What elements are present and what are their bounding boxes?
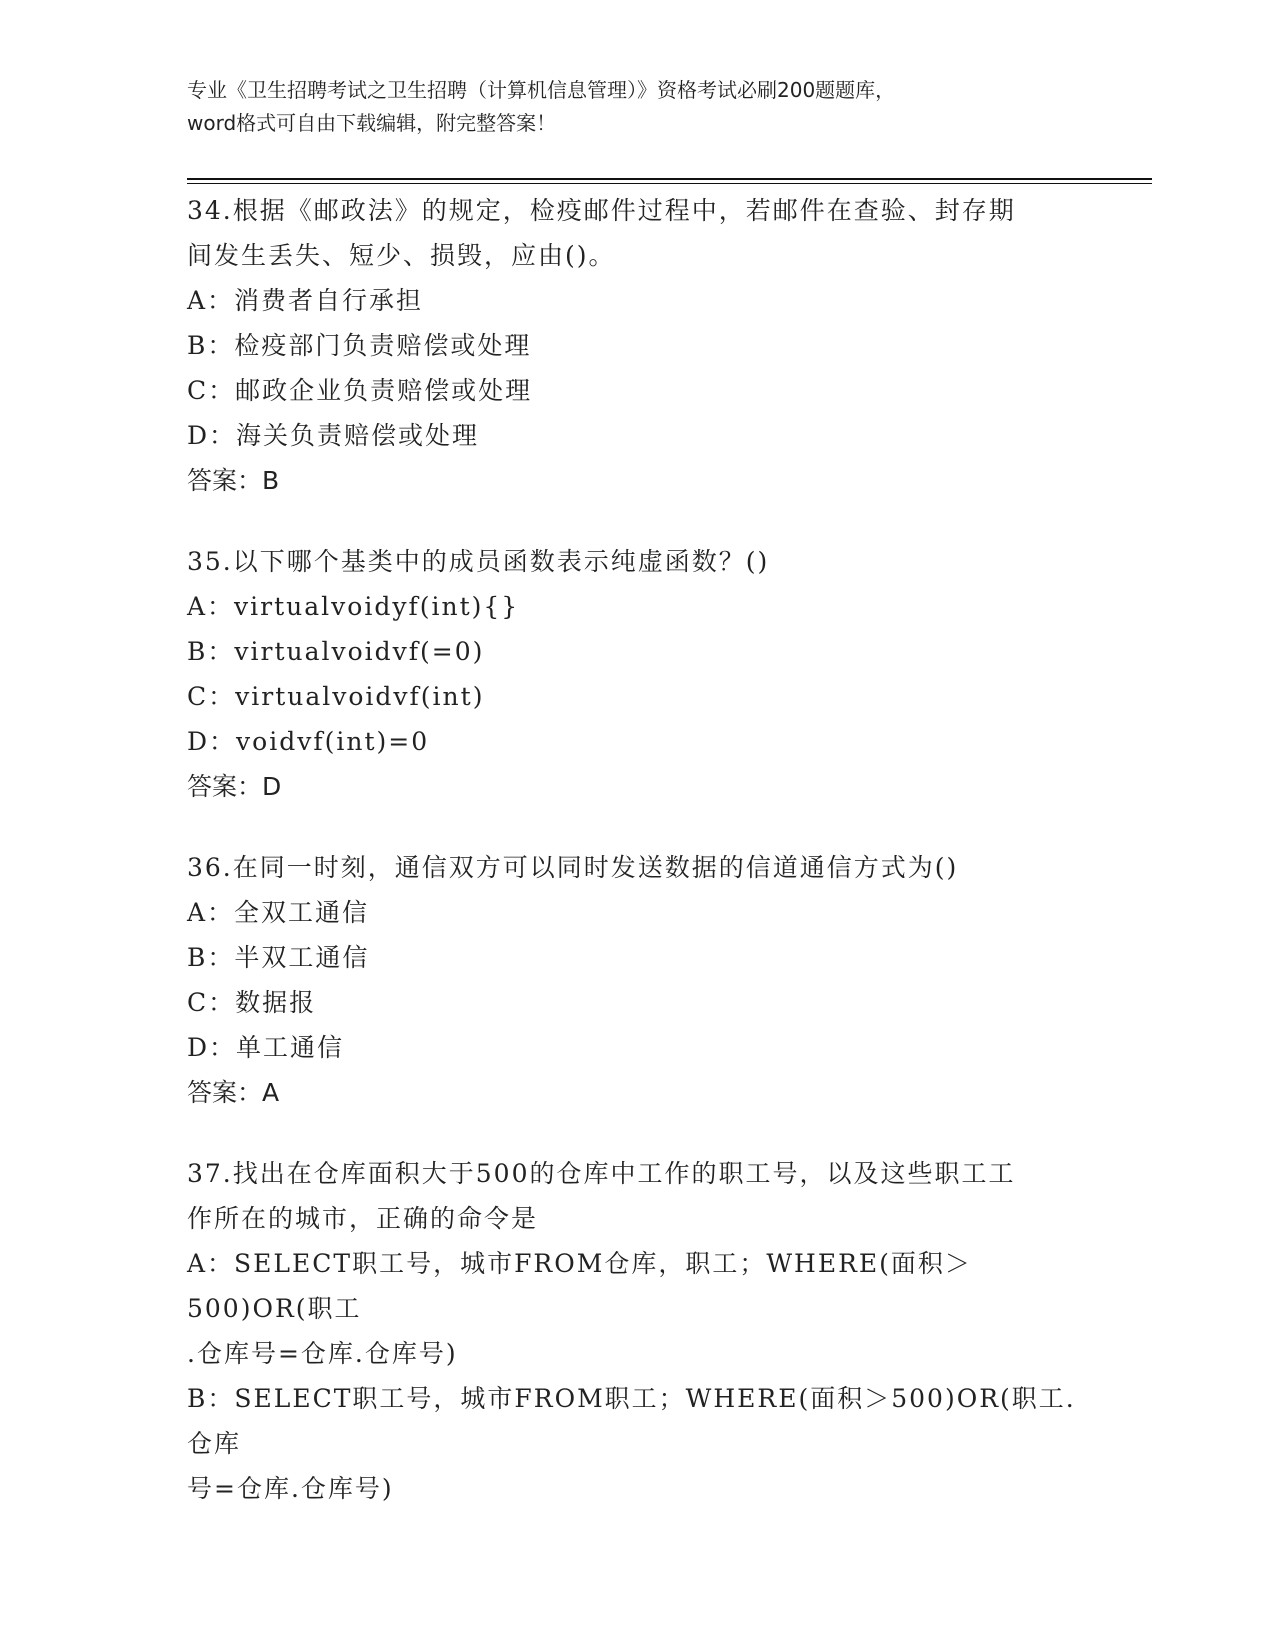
option-b: B：SELECT职工号，城市FROM职工；WHERE(面积＞500)OR(职工.仓库	[187, 1384, 1076, 1458]
option-a: A：全双工通信	[187, 898, 370, 927]
question-stem-line: 36.在同一时刻，通信双方可以同时发送数据的信道通信方式为()	[187, 853, 959, 882]
header-divider-thick	[187, 178, 1152, 180]
header-line-2: word格式可自由下载编辑，附完整答案！	[187, 111, 557, 135]
option-a: A：SELECT职工号，城市FROM仓库，职工；WHERE(面积＞500)OR(职工	[187, 1249, 972, 1323]
document-header	[187, 74, 1087, 140]
answer-line: 答案：A	[187, 1078, 280, 1107]
option-a: A：virtualvoidyf(int){}	[187, 592, 520, 621]
option-c: C：数据报	[187, 988, 317, 1017]
question-stem-line: 35.以下哪个基类中的成员函数表示纯虚函数？()	[187, 547, 770, 576]
option-a-continued: .仓库号=仓库.仓库号)	[187, 1339, 458, 1368]
option-b: B：检疫部门负责赔偿或处理	[187, 331, 532, 360]
option-a: A：消费者自行承担	[187, 286, 424, 315]
question-stem-line: 37.找出在仓库面积大于500的仓库中工作的职工号，以及这些职工工	[187, 1159, 1016, 1188]
question-36	[187, 845, 1087, 1115]
header-divider-thin	[187, 183, 1152, 184]
option-b: B：半双工通信	[187, 943, 370, 972]
answer-line: 答案：D	[187, 772, 282, 801]
question-37	[187, 1151, 1087, 1511]
option-c: C：邮政企业负责赔偿或处理	[187, 376, 533, 405]
header-line-1: 专业《卫生招聘考试之卫生招聘（计算机信息管理）》资格考试必刷200题题库，	[187, 78, 896, 102]
question-34	[187, 188, 1087, 503]
option-c: C：virtualvoidvf(int)	[187, 682, 485, 711]
option-b: B：virtualvoidvf(=0)	[187, 637, 485, 666]
option-d: D：单工通信	[187, 1033, 345, 1062]
question-stem-line: 间发生丢失、短少、损毁，应由()。	[187, 241, 616, 270]
question-35	[187, 539, 1087, 809]
option-b-continued: 号=仓库.仓库号)	[187, 1474, 394, 1503]
option-d: D：海关负责赔偿或处理	[187, 421, 480, 450]
option-d: D：voidvf(int)=0	[187, 727, 430, 756]
answer-line: 答案：B	[187, 466, 280, 495]
question-stem-line: 34.根据《邮政法》的规定，检疫邮件过程中，若邮件在查验、封存期	[187, 196, 1016, 225]
question-stem-line: 作所在的城市，正确的命令是	[187, 1204, 539, 1233]
question-list	[187, 188, 1087, 1547]
